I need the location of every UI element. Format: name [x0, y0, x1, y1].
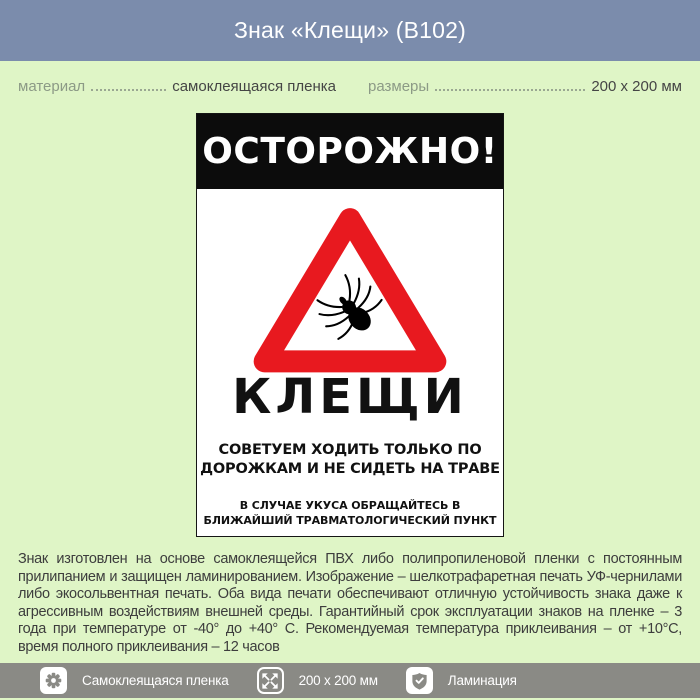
sign-note	[197, 499, 503, 529]
footer-item-lamination	[406, 667, 517, 694]
sign-advice-line2: ДОРОЖКАМ И НЕ СИДЕТЬ НА ТРАВЕ	[200, 460, 500, 477]
spec-material	[18, 78, 336, 95]
footer-item-size	[257, 667, 378, 694]
warning-triangle-tick-icon	[253, 201, 447, 373]
expand-icon	[257, 667, 284, 694]
dotted-leader	[91, 89, 166, 91]
page-title: Знак «Клещи» (В102)	[233, 17, 467, 43]
material-value: самоклеящаяся пленка	[172, 77, 336, 95]
sign-image	[196, 113, 504, 537]
size-label: размеры	[368, 77, 430, 95]
gear-icon	[40, 667, 67, 694]
product-description: Знак изготовлен на основе самоклеящейся ПВХ либо полипропиленовой пленки с постоянным прилипанием и защищен ламинированием. Изображение – шелкотрафаретная печать УФ-чернилами либо экосольвентная печать. Оба вида печати обеспечивают отличную устойчивость знака даже к агрессивным воздействиям внешней среды. Гарантийный срок эксплуатации знаков на пленке – 3 года при температуре от -40° до +40° С. Рекомендуемая температура приклеивания – от +10°С, время полного приклеивания – 12 часов	[18, 551, 682, 655]
sign-warning-text: ОСТОРОЖНО!	[202, 131, 498, 172]
dotted-leader	[435, 89, 585, 91]
sign-note-line1: В СЛУЧАЕ УКУСА ОБРАЩАЙТЕСЬ В	[239, 498, 461, 512]
footer-size-label: 200 x 200 мм	[298, 673, 378, 688]
footer-lamination-label: Ламинация	[447, 673, 517, 688]
sign-advice-line1: СОВЕТУЕМ ХОДИТЬ ТОЛЬКО ПО	[218, 442, 482, 458]
sign-advice	[197, 441, 503, 479]
sign-warning-band	[197, 114, 503, 189]
sign-note-line2: БЛИЖАЙШИЙ ТРАВМАТОЛОГИЧЕСКИЙ ПУНКТ	[203, 513, 497, 527]
sign-name: КЛЕЩИ	[232, 369, 468, 425]
specs-row	[0, 61, 700, 111]
footer-bar	[0, 663, 700, 698]
footer-material-label: Самоклеящаяся пленка	[82, 673, 229, 688]
header-bar	[0, 0, 700, 61]
footer-item-material	[40, 667, 229, 694]
material-label: материал	[18, 77, 86, 95]
spec-size	[368, 78, 682, 95]
size-value: 200 x 200 мм	[591, 77, 682, 95]
shield-check-icon	[406, 667, 433, 694]
